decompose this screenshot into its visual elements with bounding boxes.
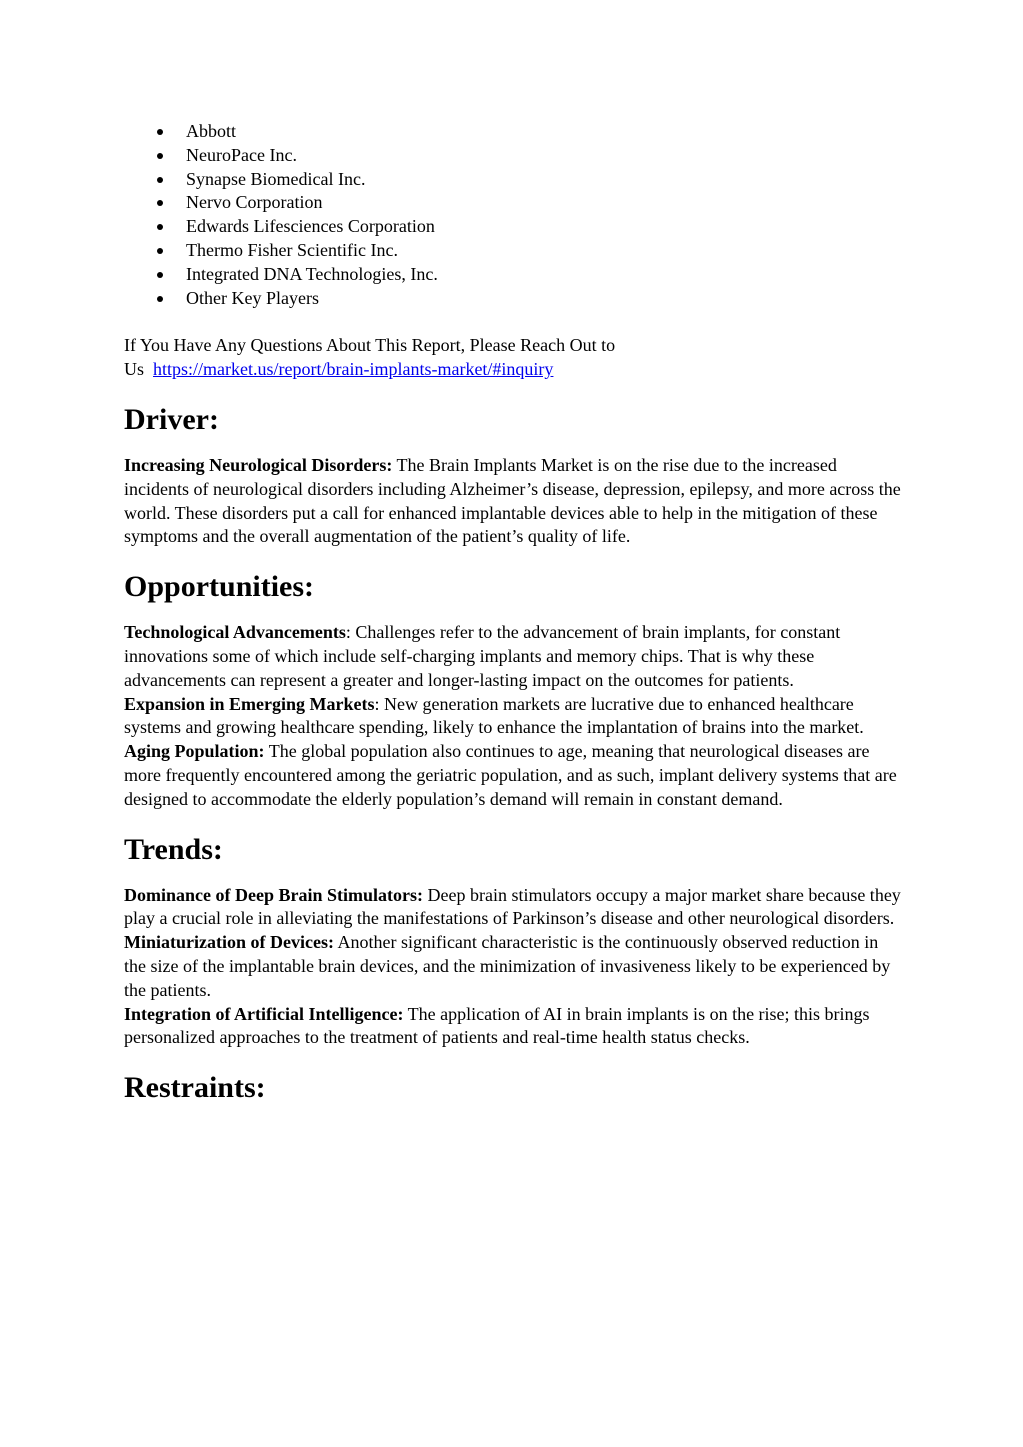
- opportunity-item-text: : New generation markets are lucrative due to enhanced healthcare systems and growing healthcare spending, likely to enhance the implantation of brains into the market.: [124, 693, 864, 738]
- list-item: [124, 168, 904, 192]
- trend-item-text: The application of AI in brain implants is on the rise; this brings personalized approaches to the treatment of patients and real-time health status checks.: [124, 1003, 870, 1048]
- driver-paragraph: [124, 454, 904, 549]
- list-item: [124, 120, 904, 144]
- inquiry-text: If You Have Any Questions About This Report, Please Reach Out to: [124, 335, 616, 356]
- trend-item-text: Deep brain stimulators occupy a major market share because they play a crucial role in alleviating the manifestations of Parkinson’s disease and other neurological disorders.: [124, 884, 901, 929]
- key-player-name: Nervo Corporation: [186, 192, 323, 213]
- trend-item-title: Miniaturization of Devices:: [124, 932, 334, 953]
- inquiry-paragraph: [124, 334, 904, 382]
- driver-item-text: The Brain Implants Market is on the rise due to the increased incidents of neurological disorders including Alzheimer’s disease, depression, epilepsy, and more across the world. These disorders put a call for enhanced implantable devices able to help in the mitigation of these symptoms and the overall augmentation of the patient’s quality of life.: [124, 454, 901, 547]
- document-page: [124, 120, 904, 1106]
- key-player-name: Abbott: [186, 121, 237, 141]
- bullet-icon: [157, 153, 163, 159]
- key-players-list: [124, 120, 904, 310]
- trend-item-title: Integration of Artificial Intelligence:: [124, 1003, 404, 1024]
- opportunity-item-title: Expansion in Emerging Markets: [124, 693, 375, 714]
- bullet-icon: [157, 296, 163, 302]
- bullet-icon: [157, 272, 163, 278]
- list-item: [124, 287, 904, 311]
- inquiry-text-prefix: Us: [124, 359, 145, 380]
- key-player-name: NeuroPace Inc.: [186, 144, 297, 165]
- opportunity-item-text: : Challenges refer to the advancement of brain implants, for constant innovations some of which include self-charging implants and memory chips. That is why these advancements can represent a greater and longer-lasting impact on the outcomes for patients.: [124, 622, 841, 690]
- key-player-name: Thermo Fisher Scientific Inc.: [186, 239, 398, 260]
- opportunity-item-title: Technological Advancements: [124, 622, 346, 643]
- trend-paragraph: [124, 1003, 904, 1051]
- opportunity-item-text: The global population also continues to age, meaning that neurological diseases are more frequently encountered among the geriatric population, and as such, implant delivery systems that are designed to accommodate the elderly population’s demand will remain in constant demand.: [124, 741, 897, 809]
- trend-item-text: Another significant characteristic is the continuously observed reduction in the size of the implantable brain devices, and the minimization of invasiveness likely to be experienced by the patients.: [124, 932, 891, 1000]
- bullet-icon: [157, 129, 163, 135]
- list-item: [124, 239, 904, 263]
- list-item: [124, 263, 904, 287]
- bullet-icon: [157, 177, 163, 183]
- key-player-name: Integrated DNA Technologies, Inc.: [186, 263, 438, 284]
- list-item: [124, 215, 904, 239]
- key-player-name: Edwards Lifesciences Corporation: [186, 216, 435, 237]
- trend-paragraph: [124, 884, 904, 932]
- list-item: [124, 144, 904, 168]
- key-player-name: Synapse Biomedical Inc.: [186, 168, 366, 189]
- list-item: [124, 191, 904, 215]
- trend-item-title: Dominance of Deep Brain Stimulators:: [124, 884, 423, 905]
- driver-item-title: Increasing Neurological Disorders:: [124, 454, 393, 475]
- opportunity-paragraph: [124, 740, 904, 811]
- bullet-icon: [157, 248, 163, 254]
- driver-heading: Driver:: [124, 402, 219, 436]
- opportunities-heading: Opportunities:: [124, 570, 315, 604]
- opportunity-paragraph: [124, 621, 904, 692]
- opportunity-item-title: Aging Population:: [124, 741, 265, 762]
- key-player-name: Other Key Players: [186, 287, 319, 308]
- restraints-heading: Restraints:: [124, 1071, 266, 1105]
- bullet-icon: [157, 224, 163, 230]
- opportunity-paragraph: [124, 693, 904, 741]
- inquiry-link[interactable]: https://market.us/report/brain-implants-market/#inquiry: [153, 359, 554, 380]
- trends-heading: Trends:: [124, 832, 223, 866]
- bullet-icon: [157, 200, 163, 206]
- trend-paragraph: [124, 931, 904, 1002]
